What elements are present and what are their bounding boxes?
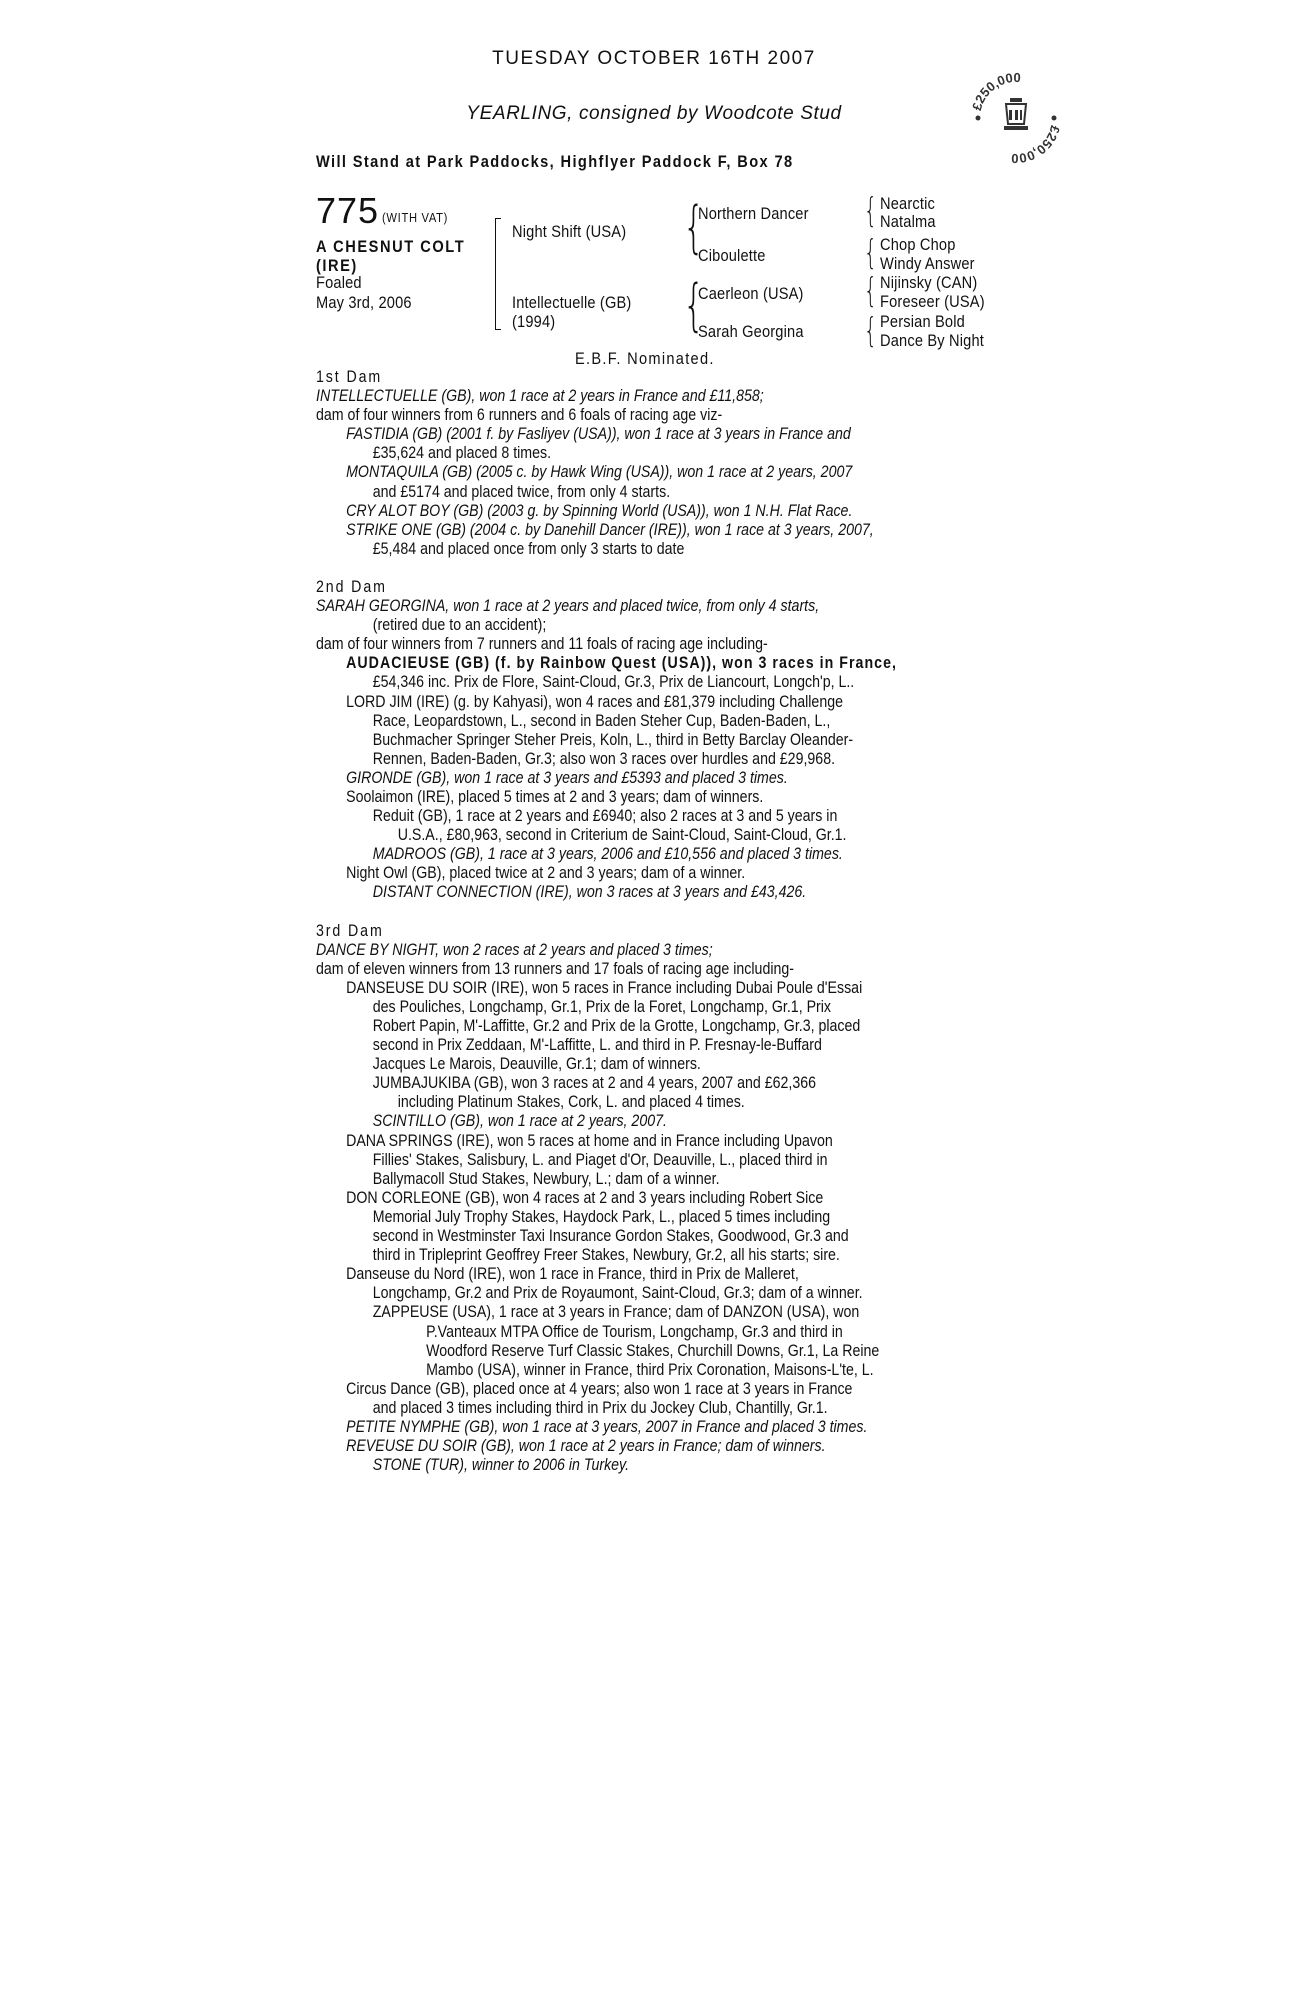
progeny-entry: REVEUSE DU SOIR (GB), won 1 race at 2 years in France; dam of winners. bbox=[346, 1437, 826, 1456]
grandprogeny-entry: JUMBAJUKIBA (GB), won 3 races at 2 and 4 years, 2007 and £62,366 bbox=[372, 1074, 817, 1093]
pedigree-ggp-6: Foreseer (USA) bbox=[880, 292, 985, 311]
pedigree-ggp-1: Nearctic bbox=[880, 194, 935, 213]
lot-description: A CHESNUT COLT bbox=[316, 237, 466, 256]
progeny-entry: MONTAQUILA (GB) (2005 c. by Hawk Wing (USA)), won 1 race at 2 years, 2007 bbox=[346, 463, 853, 482]
progeny-entry: PETITE NYMPHE (GB), won 1 race at 3 years, 2007 in France and placed 3 times. bbox=[346, 1417, 868, 1436]
progeny-entry: CRY ALOT BOY (GB) (2003 g. by Spinning World (USA)), won 1 N.H. Flat Race. bbox=[346, 501, 853, 520]
progeny-entry-cont: Jacques Le Marois, Deauville, Gr.1; dam of winners. bbox=[372, 1055, 701, 1074]
ebf-nomination: E.B.F. Nominated. bbox=[575, 349, 715, 368]
dam-line: DANCE BY NIGHT, won 2 races at 2 years and placed 3 times; bbox=[316, 940, 713, 959]
progeny-entry: LORD JIM (IRE) (g. by Kahyasi), won 4 races and £81,379 including Challenge bbox=[346, 692, 844, 711]
grandprogeny-entry-cont: U.S.A., £80,963, second in Criterium de Saint-Cloud, Saint-Cloud, Gr.1. bbox=[397, 826, 847, 845]
section-heading-first-dam: 1st Dam bbox=[316, 368, 383, 386]
pedigree-dam-sire: Caerleon (USA) bbox=[698, 284, 804, 303]
section-heading-third-dam: 3rd Dam bbox=[316, 921, 384, 940]
pedigree-ggp-3: Chop Chop bbox=[880, 235, 956, 254]
consignment-line: YEARLING, consigned by Woodcote Stud bbox=[466, 103, 842, 124]
stand-location: Will Stand at Park Paddocks, Highflyer Paddock F, Box 78 bbox=[316, 152, 794, 171]
pedigree-dam: Intellectuelle (GB) bbox=[512, 293, 632, 312]
progeny-entry: Night Owl (GB), placed twice at 2 and 3 years; dam of a winner. bbox=[346, 864, 746, 883]
grandprogeny-entry: DISTANT CONNECTION (IRE), won 3 races at 3 years and £43,426. bbox=[372, 883, 807, 902]
pedigree-brace-main bbox=[495, 218, 496, 330]
brace-ggp-1: { bbox=[864, 191, 877, 231]
pedigree-sire-dam: Ciboulette bbox=[698, 246, 766, 265]
progeny-entry-cont: Longchamp, Gr.2 and Prix de Royaumont, Saint-Cloud, Gr.3; dam of a winner. bbox=[372, 1284, 863, 1303]
grandprogeny-entry-cont: Woodford Reserve Turf Classic Stakes, Churchill Downs, Gr.1, La Reine bbox=[426, 1341, 880, 1360]
trophy-seal-icon bbox=[976, 98, 1057, 130]
dam-summary: dam of four winners from 7 runners and 11 foals of racing age including- bbox=[316, 635, 768, 654]
dam-line: INTELLECTUELLE (GB), won 1 race at 2 years in France and £11,858; bbox=[316, 387, 764, 406]
progeny-entry-cont: third in Tripleprint Geoffrey Freer Stakes, Newbury, Gr.2, all his starts; sire. bbox=[372, 1246, 840, 1265]
progeny-entry: STRIKE ONE (GB) (2004 c. by Danehill Dancer (IRE)), won 1 race at 3 years, 2007, bbox=[346, 520, 874, 539]
progeny-entry-cont: second in Prix Zeddaan, M'-Laffitte, L. and third in P. Fresnay-le-Buffard bbox=[372, 1036, 822, 1055]
progeny-entry: FASTIDIA (GB) (2001 f. by Fasliyev (USA)), won 1 race at 3 years in France and bbox=[346, 425, 851, 444]
svg-text:£250,000 bbox=[1011, 124, 1063, 166]
brace-ggp-3: { bbox=[864, 271, 877, 311]
dam-line: SARAH GEORGINA, won 1 race at 2 years and placed twice, from only 4 starts, bbox=[316, 597, 820, 616]
section-heading-second-dam: 2nd Dam bbox=[316, 577, 387, 596]
progeny-entry-cont: Robert Papin, M'-Laffitte, Gr.2 and Prix de la Grotte, Longchamp, Gr.3, placed bbox=[372, 1017, 861, 1035]
svg-text:£250,000 bbox=[969, 70, 1021, 112]
lot-origin: (IRE) bbox=[316, 256, 358, 275]
progeny-entry: DANSEUSE DU SOIR (IRE), won 5 races in France including Dubai Poule d'Essai bbox=[346, 978, 863, 997]
progeny-entry: DON CORLEONE (GB), won 4 races at 2 and 3 years including Robert Sice bbox=[346, 1188, 824, 1207]
progeny-entry-cont: Buchmacher Springer Steher Preis, Koln, L., third in Betty Barclay Oleander- bbox=[372, 730, 854, 749]
progeny-entry: AUDACIEUSE (GB) (f. by Rainbow Quest (USA)), won 3 races in France, bbox=[346, 654, 897, 673]
pedigree-ggp-2: Natalma bbox=[880, 212, 936, 231]
grandprogeny-entry: STONE (TUR), winner to 2006 in Turkey. bbox=[372, 1456, 630, 1475]
progeny-entry-cont: Fillies' Stakes, Salisbury, L. and Piaget d'Or, Deauville, L., placed third in bbox=[372, 1150, 828, 1169]
progeny-entry-cont: £35,624 and placed 8 times. bbox=[372, 444, 552, 463]
progeny-entry-cont: second in Westminster Taxi Insurance Gordon Stakes, Goodwood, Gr.3 and bbox=[372, 1227, 849, 1246]
grandprogeny-entry-cont: including Platinum Stakes, Cork, L. and placed 4 times. bbox=[397, 1093, 745, 1112]
grandprogeny-entry: MADROOS (GB), 1 race at 3 years, 2006 and £10,556 and placed 3 times. bbox=[372, 845, 843, 864]
progeny-entry-cont: Rennen, Baden-Baden, Gr.3; also won 3 races over hurdles and £29,968. bbox=[372, 749, 836, 768]
progeny-entry-cont: and £5174 and placed twice, from only 4 starts. bbox=[372, 482, 671, 501]
progeny-entry: Danseuse du Nord (IRE), won 1 race in France, third in Prix de Malleret, bbox=[346, 1265, 799, 1284]
grandprogeny-entry-cont: P.Vanteaux MTPA Office de Tourism, Longchamp, Gr.3 and third in bbox=[426, 1322, 843, 1341]
pedigree-ggp-8: Dance By Night bbox=[880, 331, 984, 350]
vat-note: (WITH VAT) bbox=[382, 210, 449, 225]
pedigree-sire: Night Shift (USA) bbox=[512, 222, 627, 241]
grandprogeny-entry: Reduit (GB), 1 race at 2 years and £6940; also 2 races at 3 and 5 years in bbox=[372, 807, 838, 826]
stamp-price-top: £250,000 bbox=[968, 70, 1021, 113]
progeny-entry-cont: Ballymacoll Stud Stakes, Newbury, L.; dam of a winner. bbox=[372, 1169, 720, 1188]
stamp-price-bottom: £250,000 bbox=[1011, 123, 1064, 166]
foaled-label: Foaled bbox=[316, 273, 362, 292]
family-details bbox=[316, 368, 1166, 1475]
progeny-entry: Circus Dance (GB), placed once at 4 years; also won 1 race at 3 years in France bbox=[346, 1379, 853, 1398]
progeny-entry-cont: £5,484 and placed once from only 3 starts to date bbox=[372, 539, 685, 558]
brace-dam-line: { bbox=[683, 273, 705, 338]
grandprogeny-entry-cont: Mambo (USA), winner in France, third Prix Coronation, Maisons-L'te, L. bbox=[426, 1360, 874, 1379]
price-stamp bbox=[968, 70, 1064, 166]
progeny-entry-cont: Memorial July Trophy Stakes, Haydock Park, L., placed 5 times including bbox=[372, 1207, 831, 1226]
progeny-entry: Soolaimon (IRE), placed 5 times at 2 and 3 years; dam of winners. bbox=[346, 787, 764, 806]
pedigree-dam-year: (1994) bbox=[512, 312, 556, 331]
progeny-entry: GIRONDE (GB), won 1 race at 3 years and £5393 and placed 3 times. bbox=[346, 768, 788, 787]
dam-summary: dam of four winners from 6 runners and 6 foals of racing age viz- bbox=[316, 406, 723, 425]
grandprogeny-entry: ZAPPEUSE (USA), 1 race at 3 years in France; dam of DANZON (USA), won bbox=[372, 1303, 860, 1322]
progeny-entry-cont: and placed 3 times including third in Prix du Jockey Club, Chantilly, Gr.1. bbox=[372, 1398, 828, 1417]
brace-sire-line: { bbox=[683, 195, 705, 260]
foaled-date: May 3rd, 2006 bbox=[316, 293, 412, 312]
lot-number: 775 bbox=[316, 190, 380, 231]
pedigree-ggp-5: Nijinsky (CAN) bbox=[880, 273, 978, 292]
progeny-entry-cont: des Pouliches, Longchamp, Gr.1, Prix de la Foret, Longchamp, Gr.1, Prix bbox=[372, 997, 832, 1016]
pedigree-ggp-4: Windy Answer bbox=[880, 254, 975, 273]
brace-ggp-2: { bbox=[864, 233, 877, 273]
brace-ggp-4: { bbox=[864, 311, 877, 351]
progeny-entry-cont: Race, Leopardstown, L., second in Baden Steher Cup, Baden-Baden, L., bbox=[372, 711, 831, 730]
pedigree-dam-dam: Sarah Georgina bbox=[698, 322, 804, 341]
dam-line-cont: (retired due to an accident); bbox=[372, 616, 547, 635]
progeny-entry-cont: £54,346 inc. Prix de Flore, Saint-Cloud, Gr.3, Prix de Liancourt, Longch'p, L.. bbox=[372, 673, 855, 692]
sale-date: TUESDAY OCTOBER 16TH 2007 bbox=[492, 48, 816, 69]
pedigree-ggp-7: Persian Bold bbox=[880, 312, 965, 331]
dam-summary: dam of eleven winners from 13 runners and 17 foals of racing age including- bbox=[316, 959, 795, 978]
grandprogeny-entry: SCINTILLO (GB), won 1 race at 2 years, 2007. bbox=[372, 1112, 667, 1131]
progeny-entry: DANA SPRINGS (IRE), won 5 races at home and in France including Upavon bbox=[346, 1131, 833, 1150]
pedigree-sire-sire: Northern Dancer bbox=[698, 204, 809, 223]
